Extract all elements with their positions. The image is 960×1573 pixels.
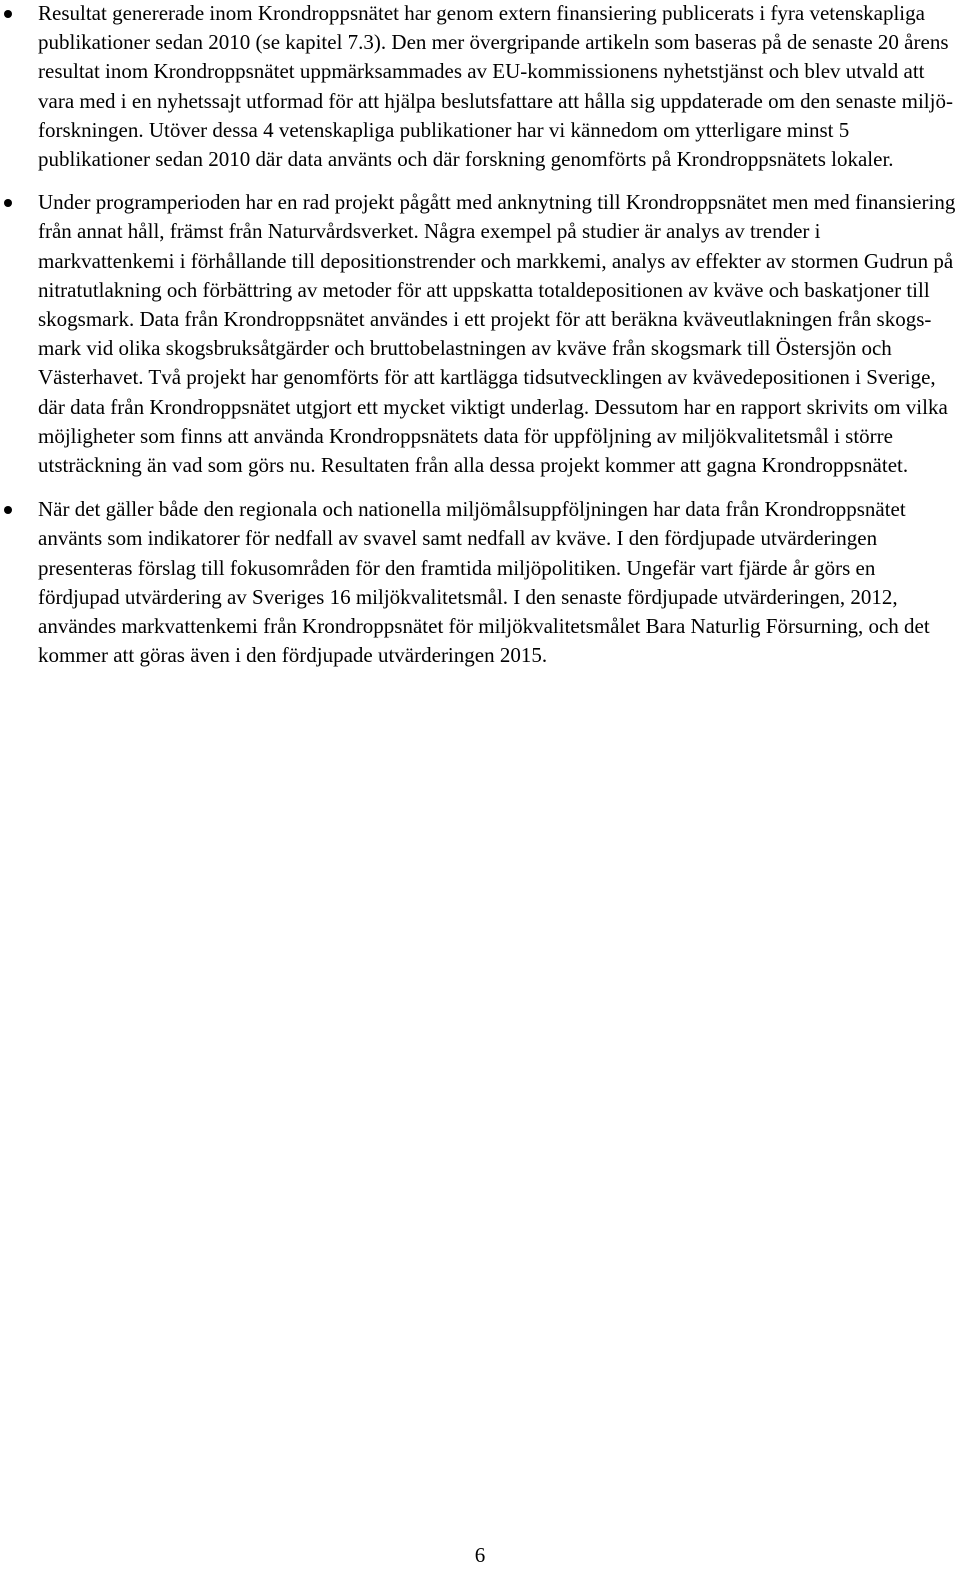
bullet-icon xyxy=(4,199,12,207)
bullet-icon xyxy=(4,10,12,18)
page-number: 6 xyxy=(474,1543,486,1567)
list-item xyxy=(0,0,960,174)
list-item xyxy=(0,495,960,670)
bullet-list xyxy=(0,0,960,670)
paragraph-text: Under programperioden har en rad projekt pågått med anknytning till Krondroppsnätet men med finansiering från annat håll, främst från Naturvårdsverket. Några exempel på studier är analys av trender i markvattenkemi i förhållande till depositionstrender och markkemi, analys av effekter av stormen Gudrun på nitratutlakning och förbättring av metoder för att uppskatta totaldepositionen av kväve och baskatjoner till skogsmark. Data från Krondroppsnätet användes i ett projekt för att beräkna kväveutlakningen från skogsmark vid olika skogsbruksåtgärder och bruttobelastningen av kväve från skogsmark till Östersjön och Västerhavet. Två projekt har genomförts för att kartlägga tidsutvecklingen av kvävedepositionen i Sverige, där data från Krondroppsnätet utgjort ett mycket viktigt underlag. Dessutom har en rapport skrivits om vilka möjligheter som finns att använda Krondroppsnätets data för uppföljning av miljökvalitetsmål i större utsträckning än vad som görs nu. Resultaten från alla dessa projekt kommer att gagna Krondroppsnätet. xyxy=(38,190,956,478)
paragraph-text: Resultat genererade inom Krondroppsnätet har genom extern finansiering publicerats i fyra vetenskapliga publikationer sedan 2010 (se kapitel 7.3). Den mer övergripande artikeln som baseras på de senaste 20 årens resultat inom Krondroppsnätet uppmärksammades av EU-kommissionens nyhetstjänst och blev utvald att vara med i en nyhetssajt utformad för att hjälpa beslutsfattare att hålla sig uppdaterade om den senaste miljöforskningen. Utöver dessa 4 vetenskapliga publikationer har vi kännedom om ytterligare minst 5 publikationer sedan 2010 där data använts och där forskning genomförts på Krondroppsnätets lokaler. xyxy=(38,1,953,172)
list-item xyxy=(0,188,960,480)
paragraph-text: När det gäller både den regionala och nationella miljömålsuppföljningen har data från Krondroppsnätet använts som indikatorer för nedfall av svavel samt nedfall av kväve. I den fördjupade utvärderingen presenteras förslag till fokusområden för den framtida miljöpolitiken. Ungefär vart fjärde år görs en fördjupad utvärdering av Sveriges 16 miljökvalitetsmål. I den senaste fördjupade utvärderingen, 2012, användes markvattenkemi från Krondroppsnätet för miljökvalitetsmålet Bara Naturlig Försurning, och det kommer att göras även i den fördjupade utvärderingen 2015. xyxy=(38,497,930,668)
bullet-icon xyxy=(4,506,12,514)
